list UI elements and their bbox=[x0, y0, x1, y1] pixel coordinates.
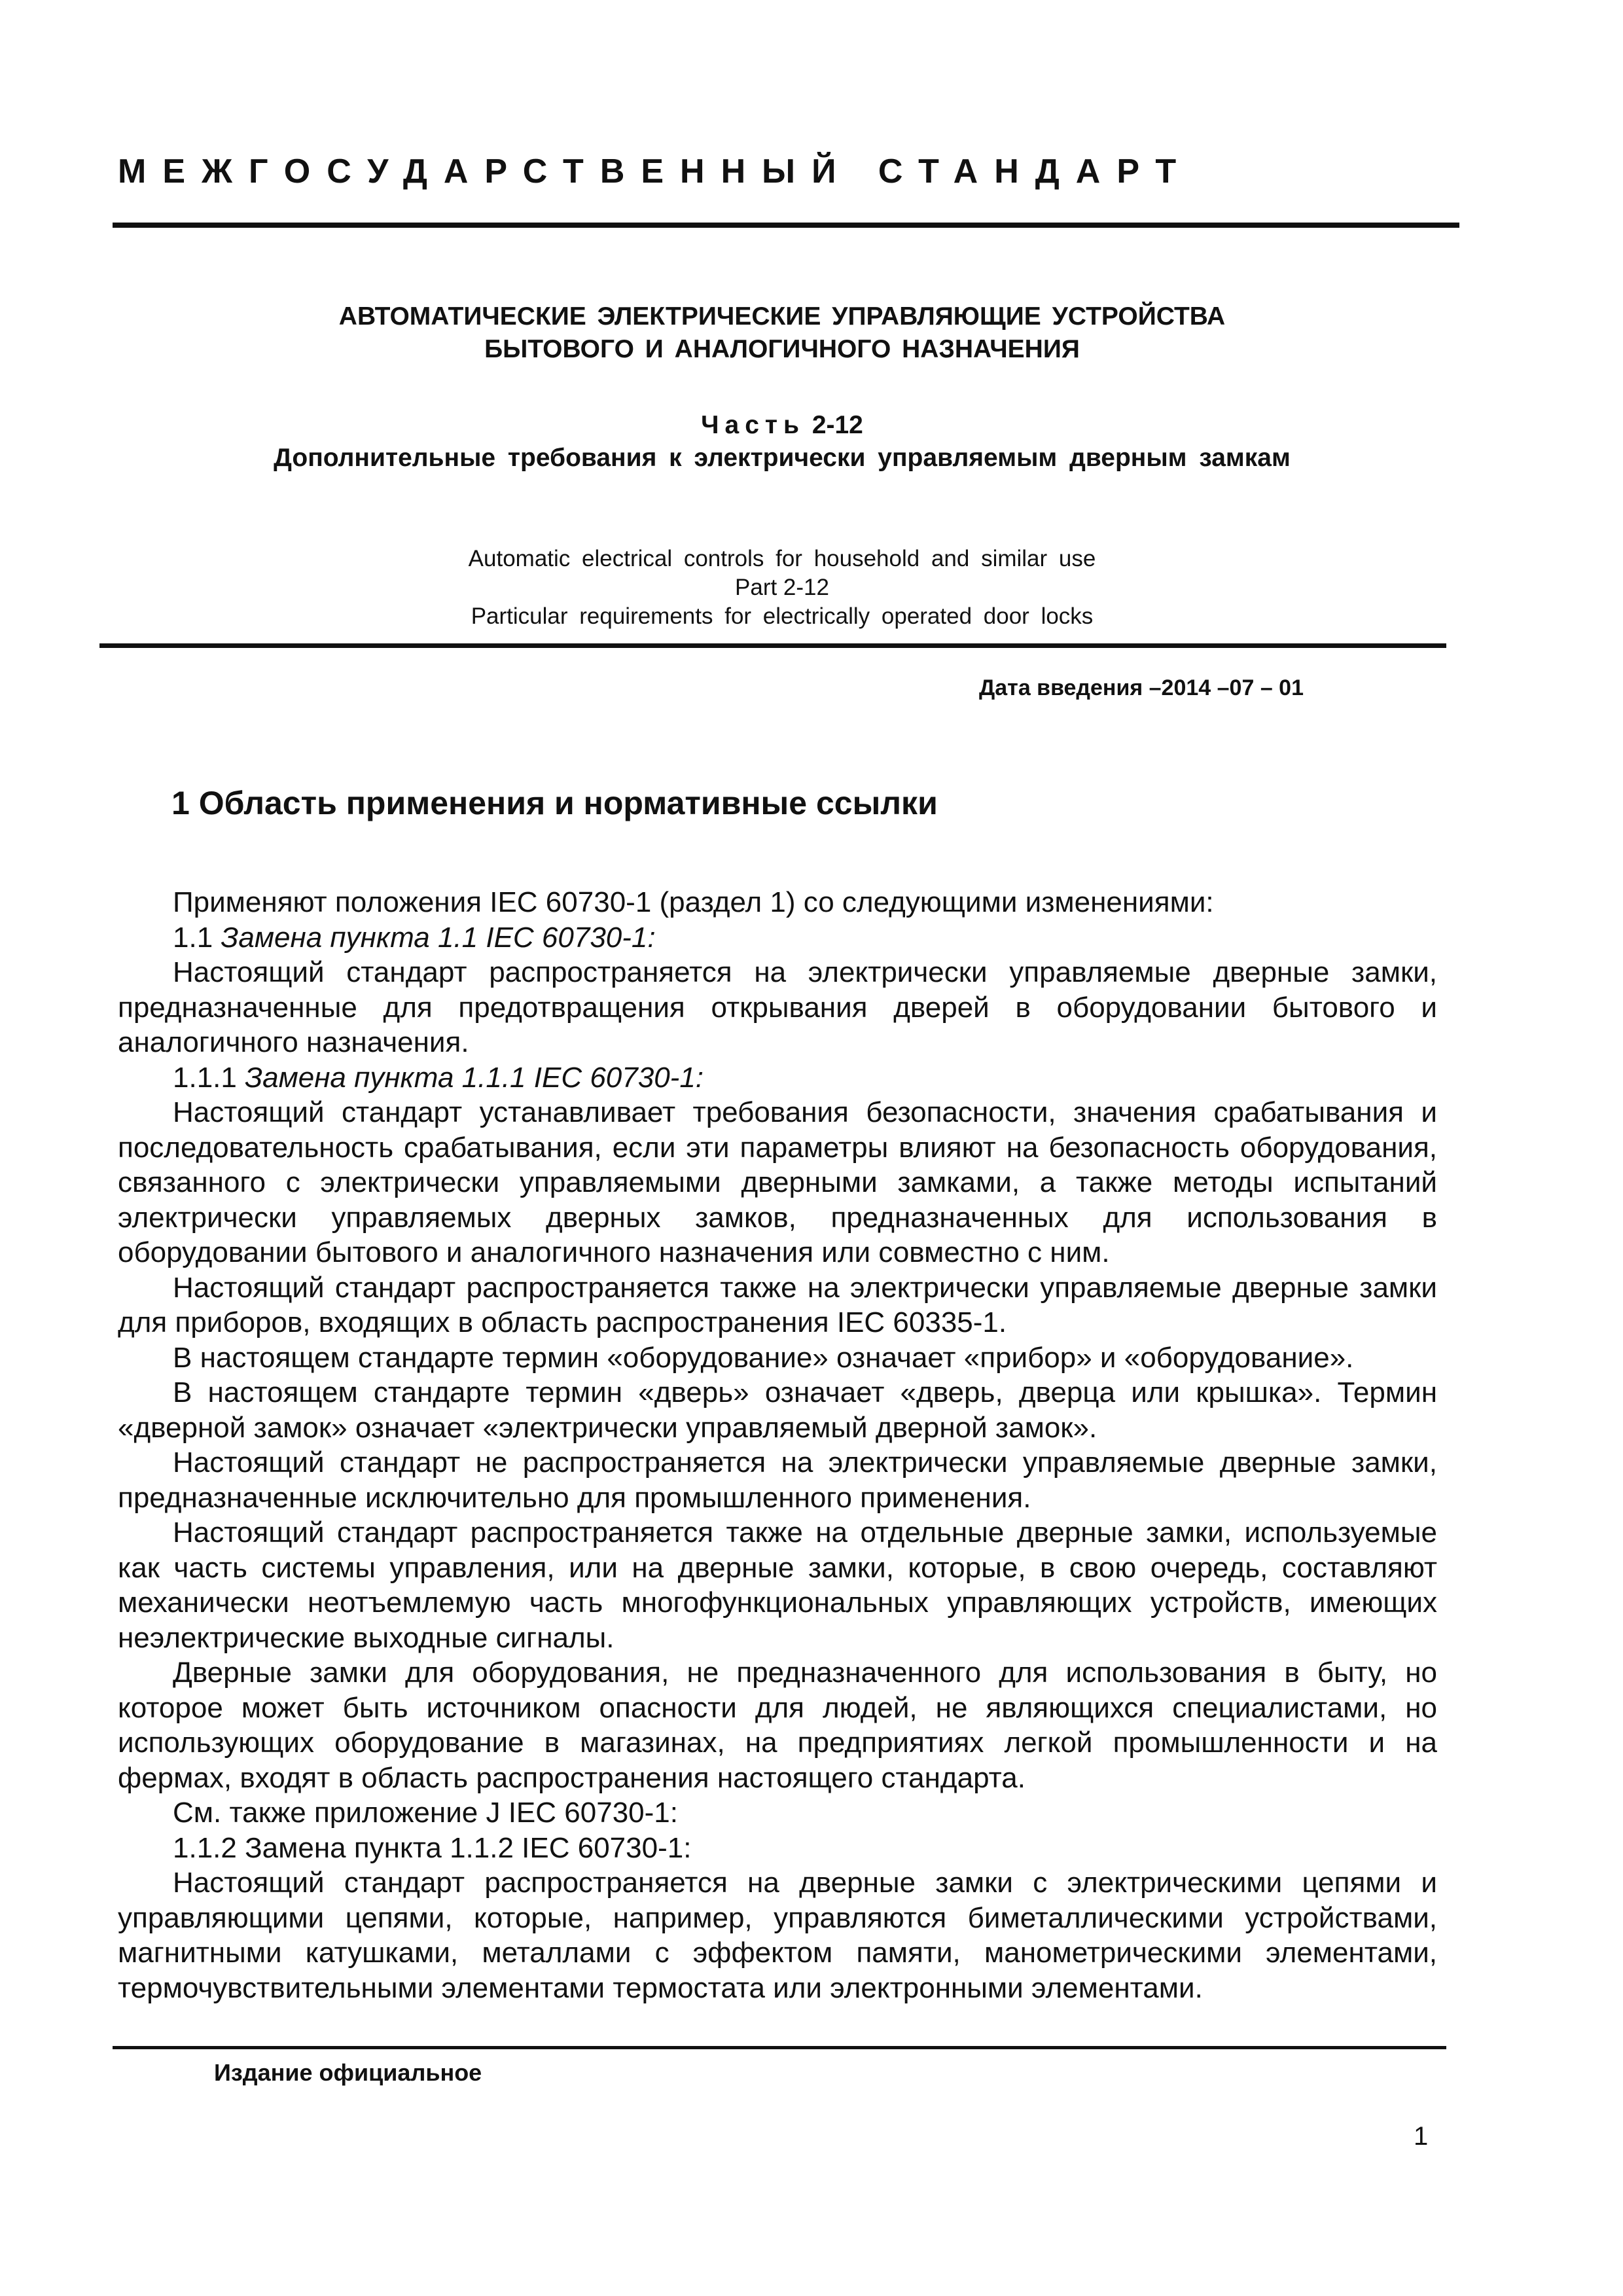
introduction-date: Дата введения –2014 –07 – 01 bbox=[979, 675, 1304, 700]
footer-divider bbox=[113, 2046, 1446, 2049]
paragraph: 1.1.2 Замена пункта 1.1.2 IEC 60730-1: bbox=[173, 1831, 692, 1864]
clause-number: 1.1 bbox=[173, 921, 221, 954]
section-body bbox=[118, 885, 1437, 2005]
paragraph: В настоящем стандарте термин «дверь» означает «дверь, дверца или крышка». Термин «дверной замок» означает «электрически управляемый дверной замок». bbox=[118, 1376, 1437, 1444]
document-title-line-2: БЫТОВОГО И АНАЛОГИЧНОГО НАЗНАЧЕНИЯ bbox=[484, 335, 1080, 363]
clause-title: Замена пункта 1.1 IEC 60730-1: bbox=[221, 921, 656, 954]
clause-heading bbox=[118, 920, 1437, 956]
part-word: Часть bbox=[701, 411, 805, 439]
paragraph: Настоящий стандарт распространяется также на электрически управляемые дверные замки для приборов, входящих в область распространения IEC 60335-1. bbox=[118, 1271, 1437, 1338]
document-subtitle: Дополнительные требования к электрически управляемым дверным замкам bbox=[274, 444, 1291, 472]
clause-number: 1.1.1 bbox=[173, 1061, 245, 1094]
paragraph: В настоящем стандарте термин «оборудование» означает «прибор» и «оборудование». bbox=[173, 1341, 1354, 1374]
paragraph: Настоящий стандарт распространяется на дверные замки с электрическими цепями и управляющими цепями, которые, например, управляются биметаллическими устройствами, магнитными катушками, металлами с эффектом памяти, манометрическими элементами, термочувствительными элементами термостата или электронными элементами. bbox=[118, 1867, 1437, 2004]
english-title-line-3: Particular requirements for electrically operated door locks bbox=[471, 603, 1094, 629]
paragraph: Применяют положения IEC 60730-1 (раздел 1) со следующими изменениями: bbox=[173, 886, 1214, 918]
clause-heading bbox=[118, 1060, 1437, 1096]
paragraph: Настоящий стандарт устанавливает требования безопасности, значения срабатывания и последовательность срабатывания, если эти параметры влияют на безопасность оборудования, связанного с электрически управляемыми дверными замками, а также методы испытаний электрически управляемых дверных замков, предназначенных для использования в оборудовании бытового и аналогичного назначения или совместно с ним. bbox=[118, 1096, 1437, 1268]
paragraph: Настоящий стандарт распространяется на электрически управляемые дверные замки, предназначенные для предотвращения открывания дверей в оборудовании бытового и аналогичного назначения. bbox=[118, 956, 1437, 1058]
paragraph: См. также приложение J IEC 60730-1: bbox=[173, 1797, 678, 1829]
clause-title: Замена пункта 1.1.1 IEC 60730-1: bbox=[245, 1061, 704, 1094]
paragraph: Дверные замки для оборудования, не предназначенного для использования в быту, но которое может быть источником опасности для людей, не являющихся специалистами, но использующих оборудование в магазинах, на предприятиях легкой промышленности и на фермах, входят в область распространения настоящего стандарта. bbox=[118, 1657, 1437, 1794]
title-divider bbox=[99, 643, 1446, 648]
paragraph: Настоящий стандарт распространяется также на отдельные дверные замки, используемые как часть системы управления, или на дверные замки, которые, в свою очередь, составляют механически неотъемлемую часть многофункциональных управляющих устройств, имеющих неэлектрические выходные сигналы. bbox=[118, 1516, 1437, 1654]
standard-type-header: МЕЖГОСУДАРСТВЕННЫЙ СТАНДАРТ bbox=[118, 152, 1193, 190]
document-title-line-1: АВТОМАТИЧЕСКИЕ ЭЛЕКТРИЧЕСКИЕ УПРАВЛЯЮЩИЕ УСТРОЙСТВА bbox=[338, 302, 1226, 331]
part-number: 2-12 bbox=[812, 411, 863, 439]
english-title-line-1: Automatic electrical controls for household and similar use bbox=[468, 546, 1096, 571]
page-number: 1 bbox=[1414, 2122, 1429, 2151]
part-label bbox=[0, 411, 1564, 440]
header-divider bbox=[113, 223, 1459, 228]
official-edition-label: Издание официальное bbox=[214, 2059, 482, 2086]
section-heading: 1 Область применения и нормативные ссылки bbox=[171, 785, 938, 821]
paragraph: Настоящий стандарт не распространяется на электрически управляемые дверные замки, предназначенные исключительно для промышленного применения. bbox=[118, 1446, 1437, 1514]
english-title-line-2: Part 2-12 bbox=[735, 575, 829, 600]
